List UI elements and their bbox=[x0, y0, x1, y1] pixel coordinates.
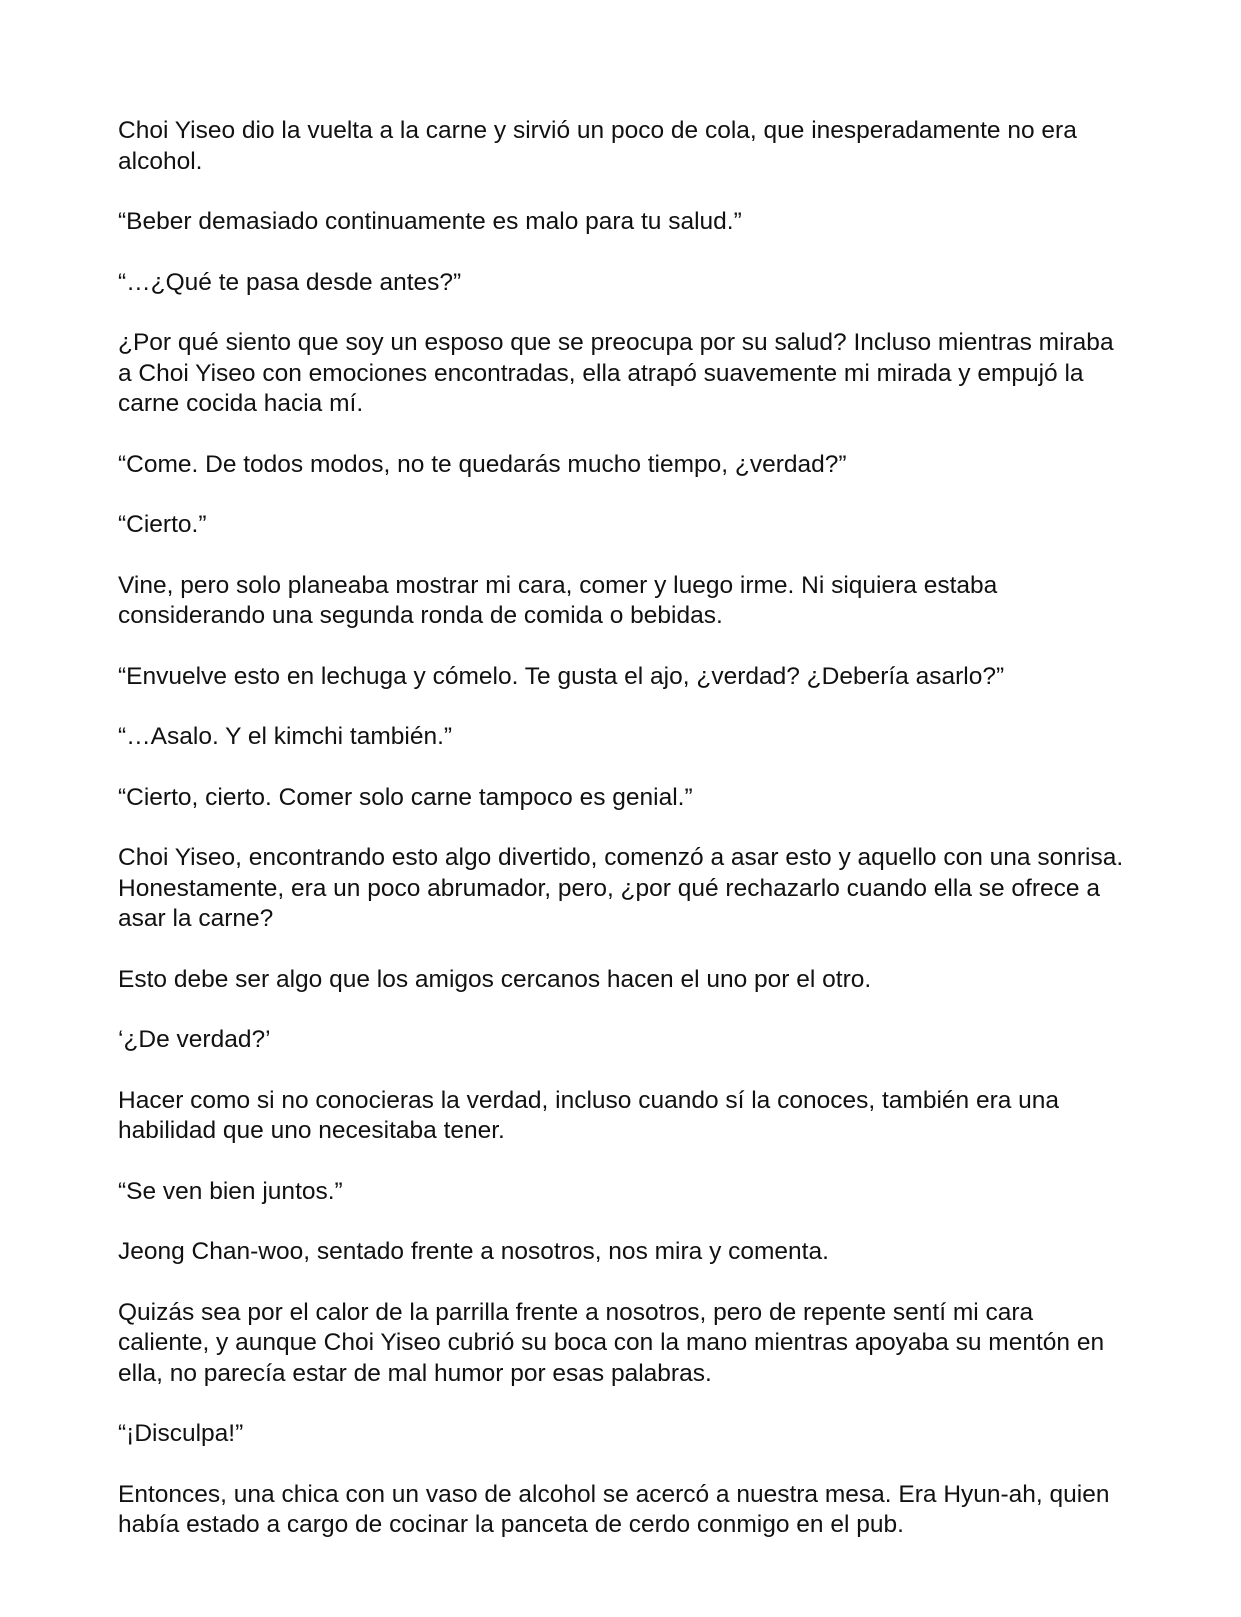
paragraph: Choi Yiseo dio la vuelta a la carne y sirvió un poco de cola, que inesperadamente no era alcohol. bbox=[118, 117, 1077, 175]
paragraph: “Envuelve esto en lechuga y cómelo. Te gusta el ajo, ¿verdad? ¿Debería asarlo?” bbox=[118, 662, 1005, 690]
paragraph: Quizás sea por el calor de la parrilla frente a nosotros, pero de repente sentí mi cara caliente, y aunque Choi Yiseo cubrió su boca con la mano mientras apoyaba su mentón en ella, no parecía estar de mal humor por esas palabras. bbox=[118, 1298, 1105, 1387]
paragraph: “Cierto.” bbox=[118, 511, 207, 538]
paragraph: “¡Disculpa!” bbox=[118, 1420, 244, 1447]
paragraph: “…Asalo. Y el kimchi también.” bbox=[118, 723, 453, 750]
paragraph: “Se ven bien juntos.” bbox=[118, 1177, 343, 1205]
paragraph: Choi Yiseo, encontrando esto algo divertido, comenzó a asar esto y aquello con una sonrisa. Honestamente, era un poco abrumador, pero, ¿por qué rechazarlo cuando ella se ofrece a asar la carne? bbox=[118, 844, 1124, 932]
paragraph: Jeong Chan-woo, sentado frente a nosotros, nos mira y comenta. bbox=[118, 1238, 829, 1265]
document-body bbox=[118, 116, 1128, 1571]
paragraph: “Come. De todos modos, no te quedarás mucho tiempo, ¿verdad?” bbox=[118, 450, 847, 478]
paragraph: ¿Por qué siento que soy un esposo que se preocupa por su salud? Incluso mientras miraba a Choi Yiseo con emociones encontradas, ella atrapó suavemente mi mirada y empujó la carne cocida hacia mí. bbox=[118, 329, 1114, 417]
paragraph: Entonces, una chica con un vaso de alcohol se acercó a nuestra mesa. Era Hyun-ah, quien había estado a cargo de cocinar la panceta de cerdo conmigo en el pub. bbox=[118, 1480, 1110, 1538]
paragraph: Hacer como si no conocieras la verdad, incluso cuando sí la conoces, también era una habilidad que uno necesitaba tener. bbox=[118, 1086, 1060, 1144]
paragraph: “Cierto, cierto. Comer solo carne tampoco es genial.” bbox=[118, 783, 693, 811]
paragraph: “Beber demasiado continuamente es malo para tu salud.” bbox=[118, 208, 742, 235]
paragraph: Vine, pero solo planeaba mostrar mi cara, comer y luego irme. Ni siquiera estaba considerando una segunda ronda de comida o bebidas. bbox=[118, 571, 998, 629]
paragraph: “…¿Qué te pasa desde antes?” bbox=[118, 268, 462, 296]
paragraph: ‘¿De verdad?’ bbox=[118, 1026, 271, 1053]
paragraph: Esto debe ser algo que los amigos cercanos hacen el uno por el otro. bbox=[118, 965, 872, 993]
